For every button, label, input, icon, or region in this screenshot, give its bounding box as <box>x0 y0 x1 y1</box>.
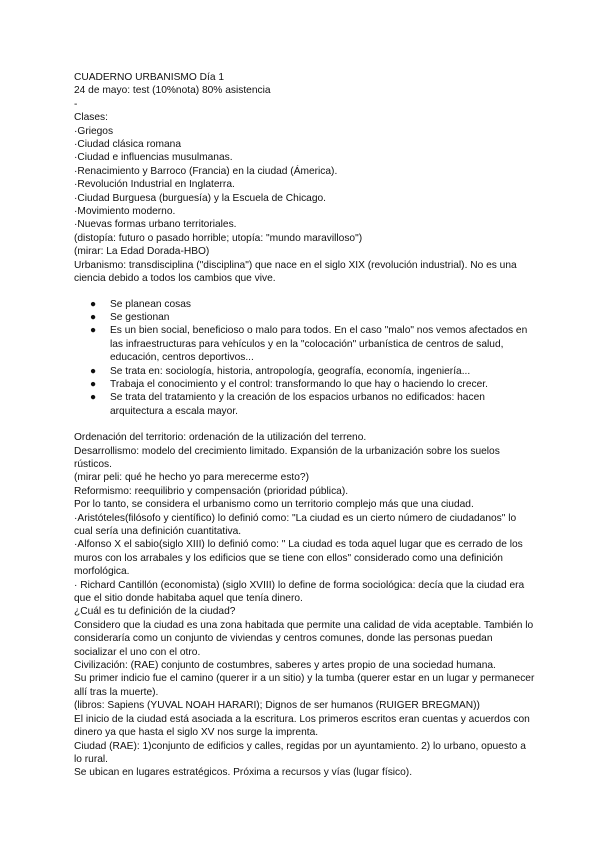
paragraph: ¿Cuál es tu definición de la ciudad? <box>74 606 236 618</box>
document-body <box>74 71 536 780</box>
paragraph: Civilización: (RAE) conjunto de costumbres, saberes y artes propio de una sociedad humana. <box>74 660 496 672</box>
text-line: ·Nuevas formas urbano territoriales. <box>74 219 237 231</box>
list-item-text: Se planean cosas <box>110 298 191 310</box>
text-line: ·Ciudad clásica romana <box>74 139 182 151</box>
bullet-icon: ● <box>90 298 97 310</box>
text-line: (mirar: La Edad Dorada-HBO) <box>74 246 210 258</box>
list-item-text: Se trata del tratamiento y la creación de los espacios urbanos no edificados: hacen arquitectura a escala mayor. <box>110 392 485 417</box>
paragraph: El inicio de la ciudad está asociada a la escritura. Los primeros escritos eran cuentas y acuerdos con dinero ya que hasta el siglo XV nos surge la imprenta. <box>74 713 530 739</box>
bullet-list <box>74 298 536 419</box>
paragraph: Reformismo: reequilibrio y compensación (prioridad pública). <box>74 485 349 497</box>
list-item <box>74 365 536 378</box>
list-item <box>74 391 536 418</box>
list-item <box>74 324 536 364</box>
notes-section <box>74 431 536 780</box>
document-title: CUADERNO URBANISMO Día 1 <box>74 72 225 83</box>
paragraph: Ciudad (RAE): 1)conjunto de edificios y calles, regidas por un ayuntamiento. 2) lo urbano, opuesto a lo rural. <box>74 740 526 765</box>
text-line: ·Movimiento moderno. <box>74 206 176 218</box>
list-item-text: Es un bien social, beneficioso o malo para todos. En el caso "malo" nos vemos afectados en las infraestructuras para vehículos y en la "colocación" urbanística de centros de salud, educación, centros deportivos... <box>110 325 528 364</box>
text-line: - <box>74 98 78 110</box>
bullet-icon: ● <box>90 365 97 377</box>
list-item-text: Se gestionan <box>110 311 170 323</box>
list-item <box>74 298 536 311</box>
text-line: Urbanismo: transdisciplina ("disciplina") que nace en el siglo XIX (revolución industrial). No es una ciencia debido a todos los cambios que vive. <box>74 259 517 285</box>
text-line: Clases: <box>74 112 108 124</box>
paragraph: · Richard Cantillón (economista) (siglo XVIII) lo define de forma sociológica: decía que la ciudad era que el sitio donde habitaba aquel que tenía dinero. <box>74 579 525 605</box>
list-item-text: Trabaja el conocimiento y el control: transformando lo que hay o haciendo lo crecer. <box>110 378 488 390</box>
intro-section <box>74 84 536 285</box>
bullet-icon: ● <box>90 392 97 404</box>
bullet-icon: ● <box>90 311 97 323</box>
bullet-icon: ● <box>90 325 97 337</box>
paragraph: (libros: Sapiens (YUVAL NOAH HARARI); Dignos de ser humanos (RUIGER BREGMAN)) <box>74 700 480 712</box>
paragraph: (mirar peli: qué he hecho yo para merecerme esto?) <box>74 472 309 484</box>
paragraph: ·Aristóteles(filósofo y científico) lo definió como: "La ciudad es un cierto número de ciudadanos" lo cual sería una definición cuantitativa. <box>74 512 517 537</box>
text-line: ·Ciudad Burguesa (burguesía) y la Escuela de Chicago. <box>74 192 327 204</box>
text-line: ·Revolución Industrial en Inglaterra. <box>74 179 235 191</box>
paragraph: Por lo tanto, se considera el urbanismo como un territorio complejo más que una ciudad. <box>74 499 474 511</box>
paragraph: Considero que la ciudad es una zona habitada que permite una calidad de vida aceptable. También lo consideraría como un conjunto de viviendas y centros comunes, donde las personas puedan socializar el uno con el otro. <box>74 619 534 658</box>
text-line: (distopía: futuro o pasado horrible; utopía: "mundo maravilloso") <box>74 232 363 244</box>
text-line: 24 de mayo: test (10%nota) 80% asistencia <box>74 85 271 97</box>
text-line: ·Ciudad e influencias musulmanas. <box>74 152 233 164</box>
paragraph: Su primer indicio fue el camino (querer ir a un sitio) y la tumba (querer estar en un lugar y permanecer allí tras la muerte). <box>74 673 535 698</box>
bullet-icon: ● <box>90 378 97 390</box>
paragraph: Se ubican en lugares estratégicos. Próxima a recursos y vías (lugar físico). <box>74 767 413 779</box>
list-item <box>74 311 536 324</box>
paragraph: Ordenación del territorio: ordenación de la utilización del terreno. <box>74 432 367 444</box>
text-line: ·Renacimiento y Barroco (Francia) en la ciudad (Ámerica). <box>74 165 338 177</box>
list-item <box>74 378 536 391</box>
list-item-text: Se trata en: sociología, historia, antropología, geografía, economía, ingeniería... <box>110 365 471 377</box>
paragraph: Desarrollismo: modelo del crecimiento limitado. Expansión de la urbanización sobre los suelos rústicos. <box>74 445 500 470</box>
text-line: ·Griegos <box>74 125 114 137</box>
paragraph: ·Alfonso X el sabio(siglo XIII) lo definió como: " La ciudad es toda aquel lugar que es cerrado de los muros con los arrabales y los edificios que se tiene con ellos" considerado como una definición morfológica. <box>74 539 523 578</box>
